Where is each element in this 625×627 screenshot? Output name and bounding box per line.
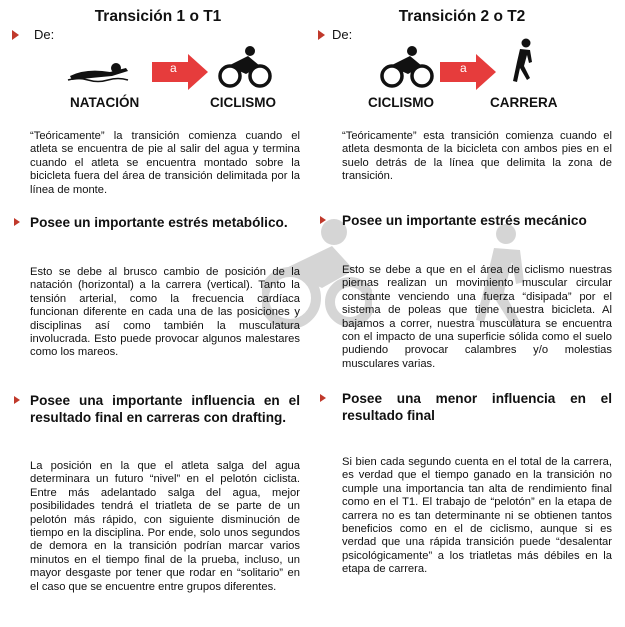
left-from-label: NATACIÓN xyxy=(70,95,140,110)
left-arrow-text: a xyxy=(170,61,177,75)
left-to-label: CICLISMO xyxy=(210,95,276,110)
right-title: Transición 2 o T2 xyxy=(398,8,526,25)
left-sec2-bullet-icon xyxy=(14,396,20,404)
right-sec1-bullet-icon xyxy=(320,216,326,224)
right-sec2-text: Si bien cada segundo cuenta en el total de la carrera, es verdad que el tiempo ganado en la transición no cumple una importancia tan alta de rendimiento final como en el T1. El trabajo de “pelotón” en la etapa de carrera no es tan determinante ni se obtienen tantos beneficios como en el de ciclismo, aunque si es verdad que una rápida transición puede “desalentar psicológicamente” a los triatletas más débiles en la etapa de carrera. xyxy=(342,456,612,576)
left-sec1-bullet-icon xyxy=(14,218,20,226)
red-arrow-icon xyxy=(152,54,208,90)
right-sec2-bullet-icon xyxy=(320,394,326,402)
red-arrow-icon xyxy=(440,54,496,90)
left-intro: “Teóricamente” la transición comienza cuando el atleta se encuentra de pie al salir del agua y termina cuando el atleta se encuentra montado sobre la bicicleta fuera del área de transición delimitada por la línea de monte. xyxy=(30,130,300,196)
right-de-label: De: xyxy=(332,27,353,42)
left-sec2-heading: Posee una importante influencia en el resultado final en carreras con drafting. xyxy=(30,393,300,425)
right-sec1-text: Esto se debe a que en el área de ciclismo nuestras piernas realizan un movimiento muscular circular constante venciendo una fuerza “disipada” por el sistema de poleas que tiene nuestra bicicleta. Al bajamos a correr, nuestra musculatura se encuentra con el impacto de una superficie sólida como el suelo pudiendo provocar calambres y/o molestias musculares varias. xyxy=(342,264,612,370)
swimmer-icon xyxy=(66,58,134,84)
right-sec1-heading: Posee un importante estrés mecánico xyxy=(342,213,587,228)
runner-icon xyxy=(512,38,538,88)
right-intro: “Teóricamente” esta transición comienza cuando el atleta desmonta de la bicicleta con ambos pies en el suelo detrás de la línea que delimita la zona de transición. xyxy=(342,130,612,183)
right-arrow-text: a xyxy=(460,61,467,75)
cyclist-icon xyxy=(380,44,434,88)
right-sec2-heading: Posee una menor influencia en el resultado final xyxy=(342,391,612,423)
right-from-label: CICLISMO xyxy=(368,95,434,110)
left-de-label: De: xyxy=(34,27,55,42)
left-sec2-text: La posición en la que el atleta salga del agua determinara un futuro “nivel” en el pelotón ciclista. Entre más adelantado salga del agua, mejor posibilidades tendrá el triatleta de se parte de un pelotón más rápido, con siguiente disminución de tiempo en la disciplina. Por ende, solo unos segundos de demora en la transición podrían marcar varios minutos en el tiempo final de la prueba, incluso, un mayor desgaste por tener que rodar en “solitario” en el caso que se encuentre entre grupos diferentes. xyxy=(30,460,300,593)
cyclist-icon xyxy=(218,44,272,88)
left-sec1-heading: Posee un importante estrés metabólico. xyxy=(30,215,288,230)
right-de-marker-icon xyxy=(318,30,325,40)
left-de-marker-icon xyxy=(12,30,19,40)
right-to-label: CARRERA xyxy=(490,95,558,110)
left-sec1-text: Esto se debe al brusco cambio de posición de la natación (horizontal) a la carrera (vertical). Tanto la tensión arterial, como la frecuencia cardíaca funcionan diferente en cada una de las posiciones y disciplinas así como también la musculatura involucrada. Esto puede provocar algunos malestares como los mareos. xyxy=(30,266,300,359)
left-title: Transición 1 o T1 xyxy=(94,8,222,25)
